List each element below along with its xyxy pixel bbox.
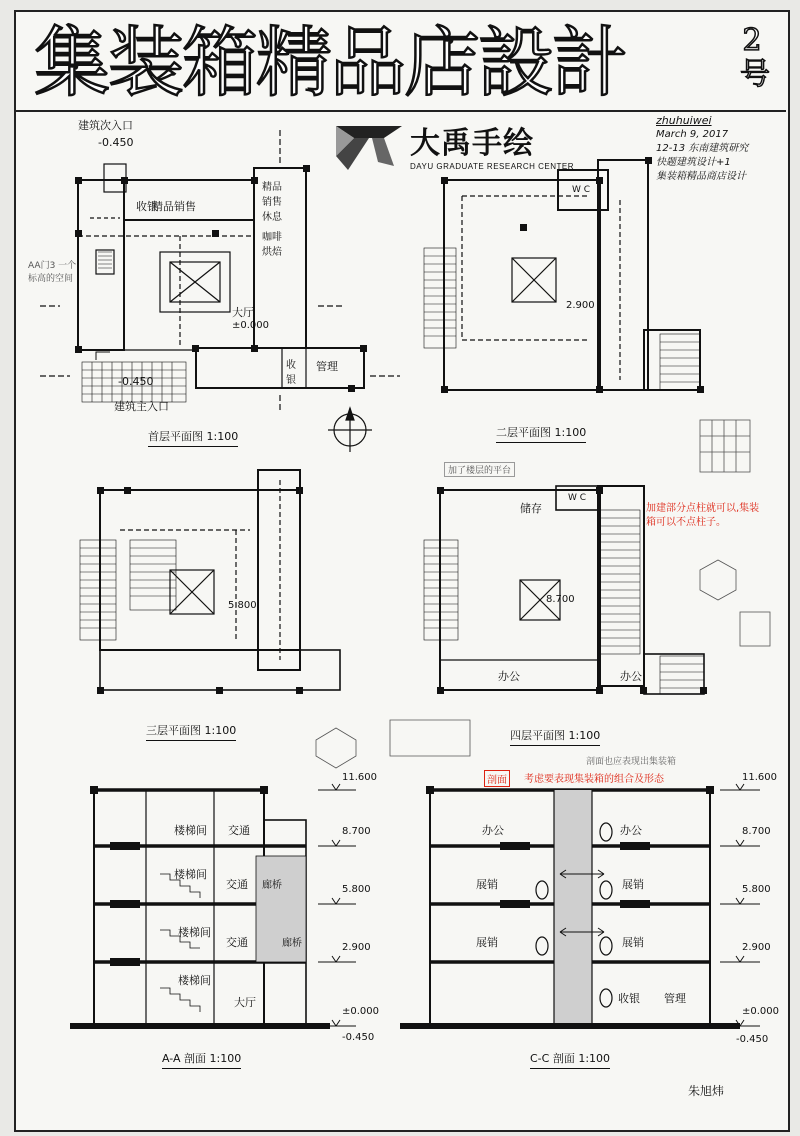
third-floor-plan [80,470,340,694]
cc-level: 5.800 [742,884,771,895]
aa-room-label: 楼梯间 [174,824,207,837]
third-level-mark: 5.800 [228,600,257,611]
fourth-room-label: 办公 [498,670,520,683]
fourth-level-mark: 8.700 [546,594,575,605]
logo-english: DAYU GRADUATE RESEARCH CENTER [410,161,574,171]
red-column-note: 加建部分点柱就可以,集装箱可以不点柱子。 [646,503,760,528]
ground-plan-caption: 首层平面图 1:100 [148,428,238,447]
aa-room-label: 交通 [228,824,250,837]
cc-level: ±0.000 [742,1006,780,1017]
aa-level: -0.450 [342,1032,375,1043]
cc-room-label: 展销 [476,878,498,891]
aa-level: 8.700 [342,826,371,837]
note-line-2: 快题建筑设计+1 [656,157,731,168]
sheet-number: 2号 [740,23,770,92]
main-entrance-label: 建筑主入口 [114,400,169,413]
cc-level: 8.700 [742,826,771,837]
cc-room-label: 办公 [620,824,642,837]
ground-level-mark: ±0.000 [232,320,270,331]
secondary-entrance-level: -0.450 [98,136,134,149]
aa-room-label: 大厅 [234,996,256,1009]
second-level-mark: 2.900 [566,300,595,311]
note-line-1: 12-13 东南建筑研究 [656,143,749,154]
ground-room-label: 精品销售休息 [262,182,282,223]
sheet-title: 集装箱精品店設計 [34,18,626,107]
aa-room-label: 交通 [226,936,248,949]
second-floor-plan [424,157,704,393]
logo-chinese: 大禹手绘 [410,125,534,161]
ground-room-label: 管理 [316,360,338,373]
main-entrance-level: -0.450 [118,375,154,388]
date: March 9, 2017 [656,129,729,140]
ground-room-label: 收银 [286,360,296,386]
red-section-tag: 剖面 [484,770,510,787]
signature: zhuhuiwei [656,114,712,127]
bottom-signature: 朱旭炜 [688,1084,725,1098]
ground-room-label: 咖啡烘焙 [262,232,282,258]
cc-level: -0.450 [736,1034,769,1045]
cc-room-label: 收银 [618,992,640,1005]
cc-section-caption: C-C 剖面 1:100 [530,1050,610,1069]
aa-room-label: 楼梯间 [178,926,211,939]
cc-level: 2.900 [742,942,771,953]
note-line-3: 集装箱精品商店设计 [656,171,746,182]
cc-room-label: 办公 [482,824,504,837]
third-plan-note: 加了楼层的平台 [444,462,515,477]
ground-room-label: 精品销售 [152,200,196,213]
fourth-plan-caption: 四层平面图 1:100 [510,727,600,746]
aa-room-label: 廊桥 [262,880,282,891]
red-section-note: 考虑要表现集装箱的组合及形态 [524,774,664,785]
secondary-entrance-label: 建筑次入口 [78,119,133,132]
aa-level: 2.900 [342,942,371,953]
aa-level: 11.600 [342,772,377,783]
svg-text:W C: W C [568,493,587,503]
second-plan-caption: 二层平面图 1:100 [496,424,586,443]
third-plan-caption: 三层平面图 1:100 [146,722,236,741]
ground-floor-plan [40,130,400,452]
aa-level: 5.800 [342,884,371,895]
aa-room-label: 廊桥 [282,938,302,949]
ground-room-label: 大厅 [232,306,254,319]
aa-room-label: 楼梯间 [178,974,211,987]
aa-level: ±0.000 [342,1006,380,1017]
cc-room-label: 展销 [622,878,644,891]
cc-room-label: 展销 [476,936,498,949]
pencil-section-note: 剖面也应表现出集装箱 [586,757,677,767]
fourth-room-label: 办公 [620,670,642,683]
aa-room-label: 楼梯间 [174,868,207,881]
svg-text:W C: W C [572,185,591,195]
cc-room-label: 展销 [622,936,644,949]
cc-room-label: 管理 [664,992,686,1005]
section-cc [400,786,740,1026]
aa-room-label: 交通 [226,878,248,891]
margin-sketches [316,420,770,768]
cc-level: 11.600 [742,772,777,783]
ground-side-note: AA门3 一个标高的空间 [28,261,77,284]
fourth-room-label: 储存 [520,502,542,515]
aa-section-caption: A-A 剖面 1:100 [162,1050,241,1069]
ground-room-label: 收银 [136,200,158,213]
